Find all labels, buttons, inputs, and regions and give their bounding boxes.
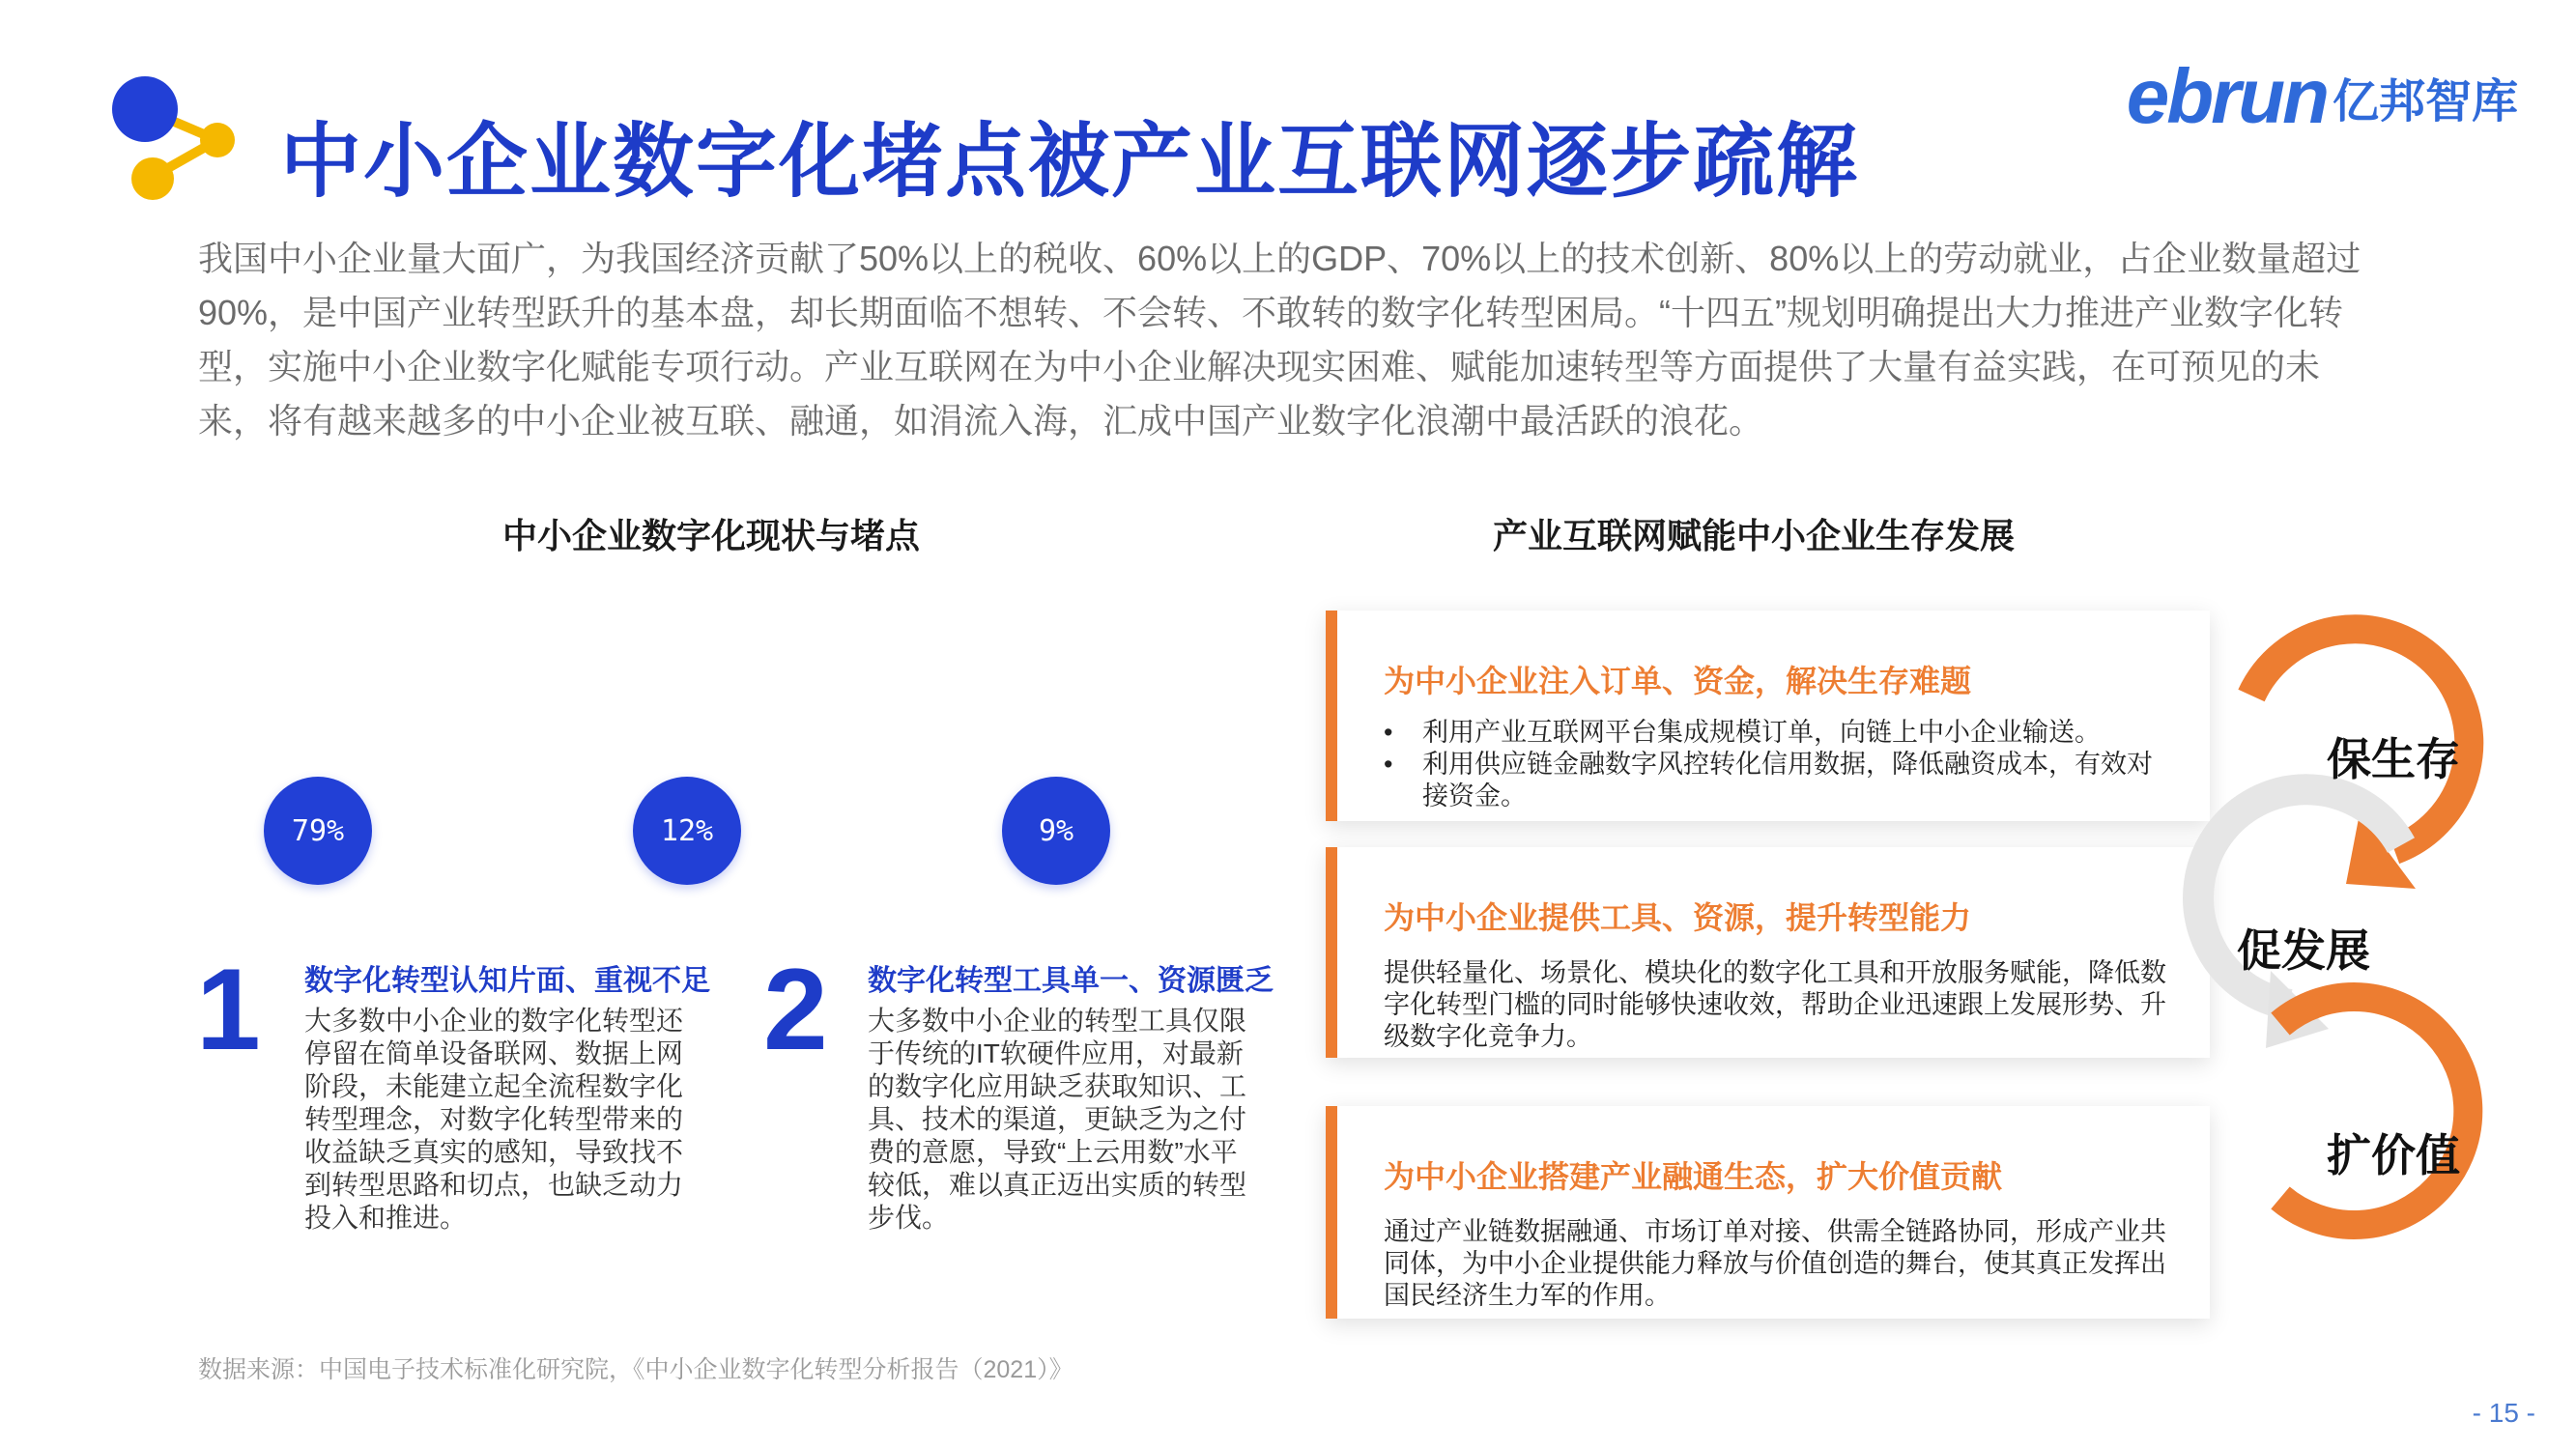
molecule-logo-icon (106, 72, 251, 208)
point-number: 2 (763, 945, 828, 1074)
card-title: 为中小企业提供工具、资源，提升转型能力 (1384, 900, 1972, 935)
benefit-card (1326, 1106, 2210, 1319)
benefit-card (1326, 847, 2210, 1058)
point-body: 大多数中小企业的数字化转型还停留在简单设备联网、数据上网阶段，未能建立起全流程数字化转型理念，对数字化转型带来的收益缺乏真实的感知，导致找不到转型思路和切点，也缺乏动力投入和推进。 (304, 1006, 684, 1233)
card-title: 为中小企业搭建产业融通生态，扩大价值贡献 (1384, 1159, 2003, 1194)
card-body: 通过产业链数据融通、市场订单对接、供需全链路协同，形成产业共同体，为中小企业提供能力释放与价值创造的舞台，使其真正发挥出国民经济生力军的作用。 (1384, 1217, 2166, 1310)
page-title: 中小企业数字化堵点被产业互联网逐步疏解 (280, 116, 1860, 207)
point-body: 大多数中小企业的转型工具仅限于传统的IT软硬件应用，对最新的数字化应用缺乏获取知识、工具、技术的渠道，更缺乏为之付费的意愿，导致“上云用数”水平较低，难以真正迈出实质的转型步伐。 (868, 1006, 1247, 1233)
cycle-label: 扩价值 (2327, 1130, 2460, 1180)
stat-circle: 9% (1002, 777, 1110, 885)
stat-circle: 12% (633, 777, 741, 885)
point-title: 数字化转型工具单一、资源匮乏 (868, 965, 1274, 997)
cycle-label: 保生存 (2327, 734, 2460, 784)
brand-name-cn: 亿邦智库 (2332, 75, 2518, 128)
card-title: 为中小企业注入订单、资金，解决生存难题 (1384, 664, 1972, 698)
cycle-label: 促发展 (2237, 925, 2370, 976)
card-bullet: • 利用产业互联网平台集成规模订单，向链上中小企业输送。 (1384, 717, 2171, 749)
left-section-heading: 中小企业数字化现状与堵点 (502, 516, 921, 555)
data-source-note: 数据来源：中国电子技术标准化研究院，《中小企业数字化转型分析报告（2021）》 (198, 1356, 1073, 1383)
benefit-card (1326, 611, 2210, 821)
card-bullet: • 利用供应链金融数字风控转化信用数据，降低融资成本，有效对接资金。 (1384, 749, 2171, 812)
brand-name-en: ebrun (2126, 53, 2327, 139)
brand-logo (2127, 53, 2518, 140)
stat-circle: 79% (264, 777, 372, 885)
card-bullet-list (1384, 717, 2171, 812)
point-title: 数字化转型认知片面、重视不足 (304, 965, 710, 997)
page-number: - 15 - (2472, 1398, 2535, 1428)
intro-paragraph: 我国中小企业量大面广，为我国经济贡献了50%以上的税收、60%以上的GDP、70%以上的技术创新、80%以上的劳动就业，占企业数量超过90%，是中国产业转型跃升的基本盘，却长期面临不想转、不会转、不敢转的数字化转型困局。“十四五”规划明确提出大力推进产业数字化转型，实施中小企业数字化赋能专项行动。产业互联网在为中小企业解决现实困难、赋能加速转型等方面提供了大量有益实践，在可预见的未来，将有越来越多的中小企业被互联、融通，如涓流入海，汇成中国产业数字化浪潮中最活跃的浪花。 (198, 239, 2361, 440)
card-body: 提供轻量化、场景化、模块化的数字化工具和开放服务赋能，降低数字化转型门槛的同时能够快速收效，帮助企业迅速跟上发展形势、升级数字化竞争力。 (1384, 958, 2166, 1051)
right-section-heading: 产业互联网赋能中小企业生存发展 (1493, 516, 2016, 555)
point-number: 1 (196, 945, 261, 1074)
